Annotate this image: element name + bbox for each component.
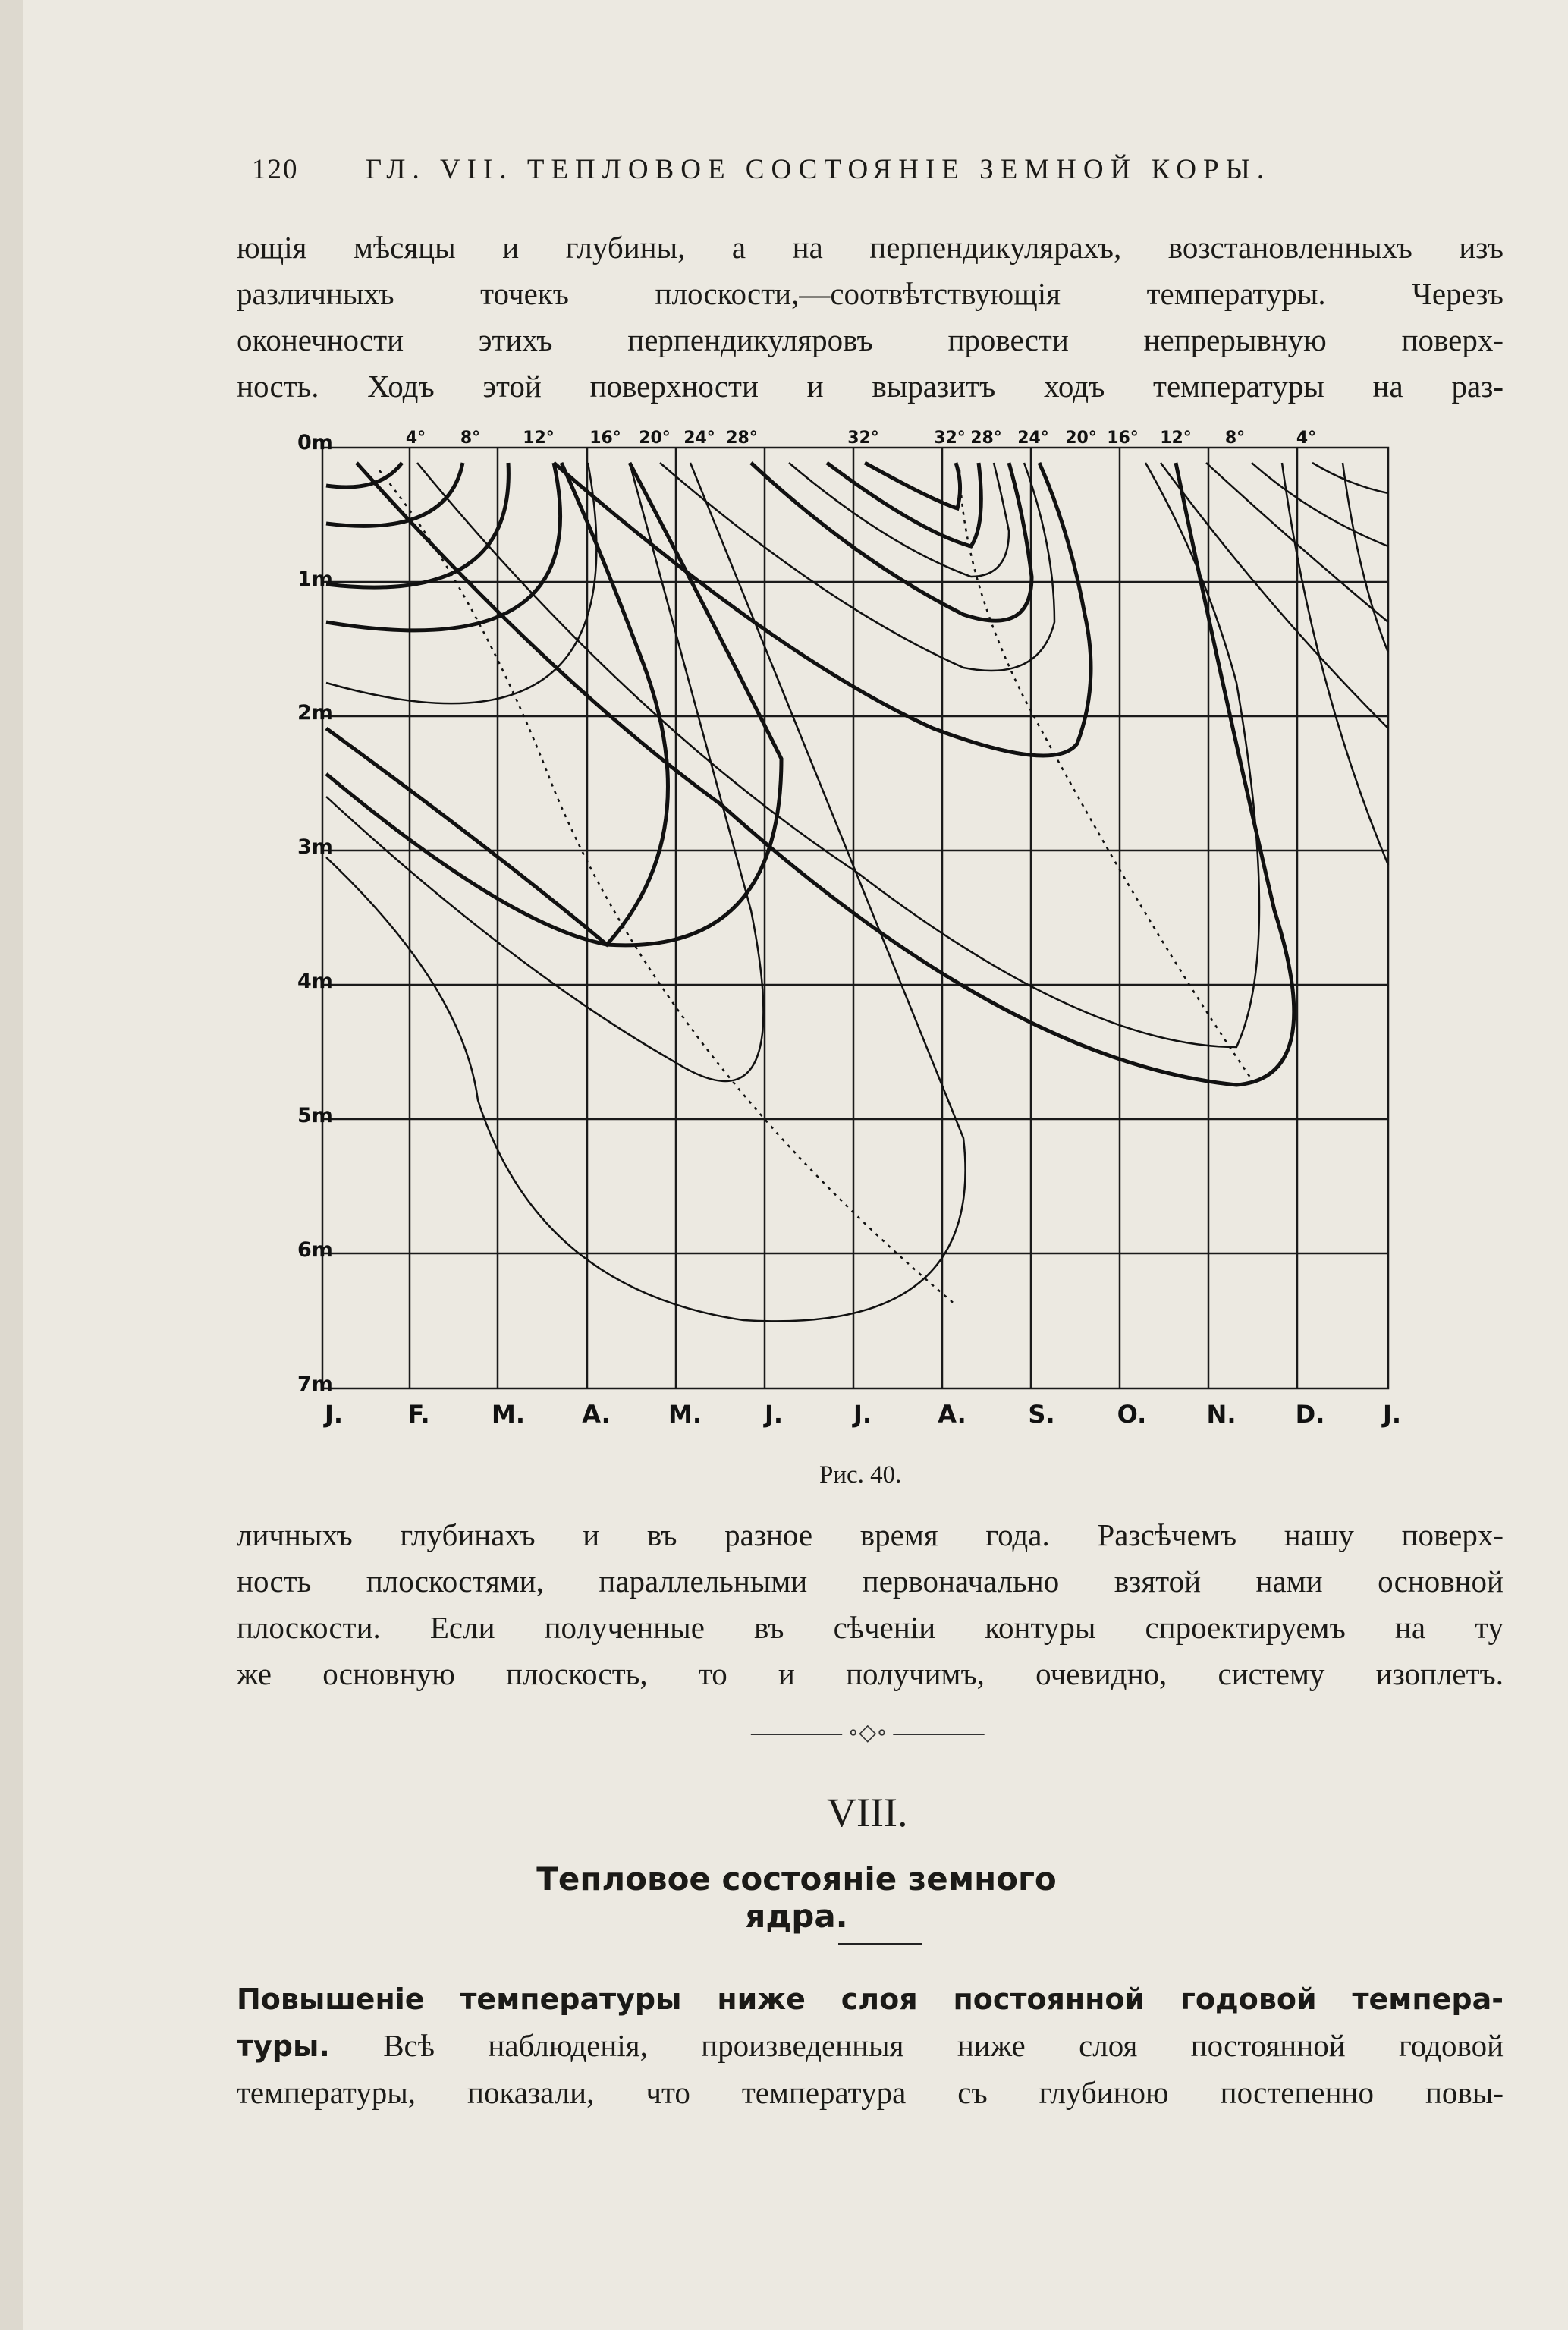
month-label: J. xyxy=(324,1400,344,1429)
text-line xyxy=(237,1976,1504,2023)
depth-label: 4m xyxy=(297,970,333,993)
isotherm-curve xyxy=(751,463,1032,621)
temperature-label: 12° xyxy=(1160,429,1192,448)
temperature-label: 20° xyxy=(639,429,671,448)
section-ornament: ———— ∘◇∘ ———— xyxy=(751,1720,985,1745)
month-label: M. xyxy=(492,1400,525,1429)
temperature-label: 32° xyxy=(847,429,879,448)
title-rule xyxy=(838,1943,922,1945)
month-label: J. xyxy=(1382,1400,1402,1429)
paragraph-section xyxy=(237,1976,1504,2116)
section-number: VIII. xyxy=(827,1790,908,1835)
month-label: D. xyxy=(1295,1400,1325,1429)
depth-label: 6m xyxy=(297,1238,333,1262)
text-line: плоскости. Если полученные въ сѣченіи контуры спроектируемъ на ту xyxy=(237,1610,1504,1645)
temperature-label: 16° xyxy=(1107,429,1139,448)
isotherm-curve xyxy=(1161,463,1388,728)
depth-label: 7m xyxy=(297,1373,333,1396)
month-label: M. xyxy=(668,1400,702,1429)
temperature-label: 8° xyxy=(1224,429,1246,448)
bold-lead: туры. xyxy=(237,2030,330,2063)
section-title: Тепловое состояніе земного ядра. xyxy=(536,1860,1057,1935)
temperature-label: 28° xyxy=(970,429,1002,448)
text-line: различныхъ точекъ плоскости,—соотвѣтствующія температуры. Черезъ xyxy=(237,276,1504,311)
depth-label: 1m xyxy=(297,568,333,591)
book-page xyxy=(23,0,1568,2330)
text-line: оконечности этихъ перпендикуляровъ провести непрерывную поверх- xyxy=(237,322,1504,357)
depth-label: 3m xyxy=(297,835,333,859)
running-title: ГЛ. VII. ТЕПЛОВОЕ СОСТОЯНІЕ ЗЕМНОЙ КОРЫ. xyxy=(365,154,1271,185)
month-label: J. xyxy=(764,1400,784,1429)
month-label: S. xyxy=(1028,1400,1055,1429)
temperature-label: 16° xyxy=(589,429,621,448)
text-line: же основную плоскость, то и получимъ, очевидно, систему изоплетъ. xyxy=(237,1656,1504,1691)
isotherm-curve xyxy=(417,463,1259,1047)
temperature-label: 24° xyxy=(1017,429,1049,448)
isotherm-curve xyxy=(326,463,763,1081)
depth-label: 0m xyxy=(297,431,333,454)
isotherm-curve xyxy=(326,463,966,1321)
month-label: J. xyxy=(853,1400,872,1429)
paragraph-bottom xyxy=(237,1512,1504,1697)
temperature-label: 8° xyxy=(460,429,481,448)
temperature-label: 28° xyxy=(726,429,758,448)
month-label: N. xyxy=(1206,1400,1236,1429)
winter-maximum-line xyxy=(960,470,1255,1085)
depth-label: 2m xyxy=(297,701,333,725)
text-line: ность. Ходъ этой поверхности и выразитъ ходъ температуры на раз- xyxy=(237,369,1504,404)
month-label: O. xyxy=(1117,1400,1147,1429)
text-line: температуры, показали, что температура съ глубиною постепенно повы- xyxy=(237,2075,1504,2110)
temperature-label: 32° xyxy=(934,429,966,448)
month-axis-labels xyxy=(323,1400,1401,1429)
isotherm-curve xyxy=(554,463,1091,756)
temperature-label: 20° xyxy=(1065,429,1097,448)
isotherm-curve xyxy=(326,463,561,630)
summer-maximum-line xyxy=(379,470,956,1305)
month-label: F. xyxy=(407,1400,430,1429)
page-number: 120 xyxy=(252,154,299,185)
temperature-label: 4° xyxy=(405,429,426,448)
text-line: личныхъ глубинахъ и въ разное время года. Разсѣчемъ нашу поверх- xyxy=(237,1517,1504,1552)
isotherm-curve xyxy=(1312,463,1388,493)
text-line: ность плоскостями, параллельными первоначально взятой нами основной xyxy=(237,1564,1504,1599)
depth-axis-labels xyxy=(297,431,333,1396)
month-label: A. xyxy=(582,1400,611,1429)
temperature-labels xyxy=(406,429,1316,448)
temperature-label: 12° xyxy=(523,429,555,448)
bold-lead: Повышеніе температуры ниже слоя постоянной годовой темпера- xyxy=(237,1983,1504,2016)
isotherm-curve xyxy=(326,463,781,945)
text-run: Всѣ наблюденія, произведенныя ниже слоя постоянной годовой xyxy=(383,2028,1504,2063)
temperature-label: 24° xyxy=(683,429,715,448)
isotherm-curve xyxy=(1252,463,1388,546)
depth-label: 5m xyxy=(297,1104,333,1127)
figure-grid xyxy=(322,448,1388,1388)
figure-frame xyxy=(322,448,1388,1388)
month-label: A. xyxy=(938,1400,966,1429)
isotherm-curves xyxy=(326,463,1388,1321)
text-line: ющія мѣсяцы и глубины, а на перпендикулярахъ, возстановленныхъ изъ xyxy=(237,230,1504,265)
figure-caption: Рис. 40. xyxy=(819,1461,902,1489)
text-line xyxy=(237,2023,1504,2070)
temperature-label: 4° xyxy=(1296,429,1317,448)
